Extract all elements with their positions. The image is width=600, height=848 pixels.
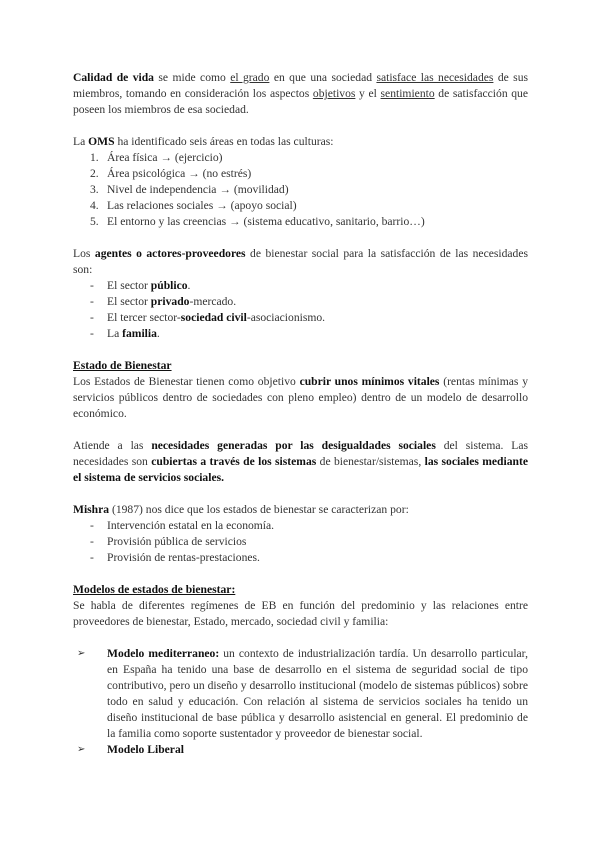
- list-item: 4. Las relaciones sociales → (apoyo social): [90, 199, 297, 212]
- mishra-intro: Mishra (1987) nos dice que los estados de bienestar se caracterizan por:: [73, 503, 409, 516]
- list-item: 5. El entorno y las creencias → (sistema educativo, sanitario, barrio…): [90, 215, 425, 228]
- document-page: [73, 70, 528, 758]
- calidad-paragraph: Calidad de vida se mide como el grado en que una sociedad satisface las necesidades de sus miembros, tomando en consideración los aspectos objetivos y el sentimiento de satisfacción que poseen los miembros de esa sociedad.: [73, 71, 529, 116]
- modelos-list: [73, 646, 528, 758]
- mishra-list: [73, 518, 528, 566]
- list-item: - El tercer sector-sociedad civil-asociacionismo.: [90, 311, 326, 324]
- list-item: ➢ Modelo Liberal: [77, 743, 184, 756]
- oms-intro: La OMS ha identificado seis áreas en todas las culturas:: [73, 135, 334, 148]
- modelos-intro: Se habla de diferentes regímenes de EB en función del predominio y las relaciones entre proveedores de bienestar, Estado, mercado, sociedad civil y familia:: [73, 599, 528, 628]
- estado-heading: Estado de Bienestar: [73, 359, 172, 372]
- list-item: 3. Nivel de independencia → (movilidad): [90, 183, 289, 196]
- list-item: 1. Área física → (ejercicio): [90, 151, 223, 164]
- estado-paragraph-2: Atiende a las necesidades generadas por las desigualdades sociales del sistema. Las necesidades son cubiertas a través de los sistemas de bienestar/sistemas, las sociales mediante el sistema de servicios sociales.: [73, 439, 528, 484]
- arrow-bullet-icon: ➢: [77, 744, 86, 755]
- arrow-bullet-icon: ➢: [77, 648, 86, 659]
- oms-list: [73, 150, 528, 230]
- agentes-intro: Los agentes o actores-proveedores de bienestar social para la satisfacción de las necesidades son:: [73, 247, 529, 276]
- list-item: - El sector público.: [90, 279, 191, 292]
- list-item: - Provisión pública de servicios: [90, 535, 247, 548]
- estado-paragraph-1: Los Estados de Bienestar tienen como objetivo cubrir unos mínimos vitales (rentas mínimas y servicios públicos dentro de sociedades con pleno empleo) dentro de un modelo de desarrollo económico.: [73, 375, 528, 420]
- list-item: - La familia.: [90, 327, 160, 340]
- list-item: 2. Área psicológica → (no estrés): [90, 167, 252, 180]
- list-item: - El sector privado-mercado.: [90, 295, 237, 308]
- list-item: - Provisión de rentas-prestaciones.: [90, 551, 260, 564]
- agentes-list: [73, 278, 528, 342]
- list-item: - Intervención estatal en la economía.: [90, 519, 275, 532]
- modelos-heading: Modelos de estados de bienestar:: [73, 583, 236, 596]
- list-item: ➢ Modelo mediterraneo: un contexto de industrialización tardía. Un desarrollo particular, en España ha tenido una base de desarrollo en el sistema de seguridad social de tipo contributivo, pero un diseño y desarrollo institucional (modelo de sistemas públicos) sobre todo en salud y educación. Con relación al sistema de servicios sociales ha tenido un diseño institucional de base pública y desarrollo asistencial en general. El predominio de la familia como soporte sustentador y proveedor de bienestar social.: [77, 647, 528, 740]
